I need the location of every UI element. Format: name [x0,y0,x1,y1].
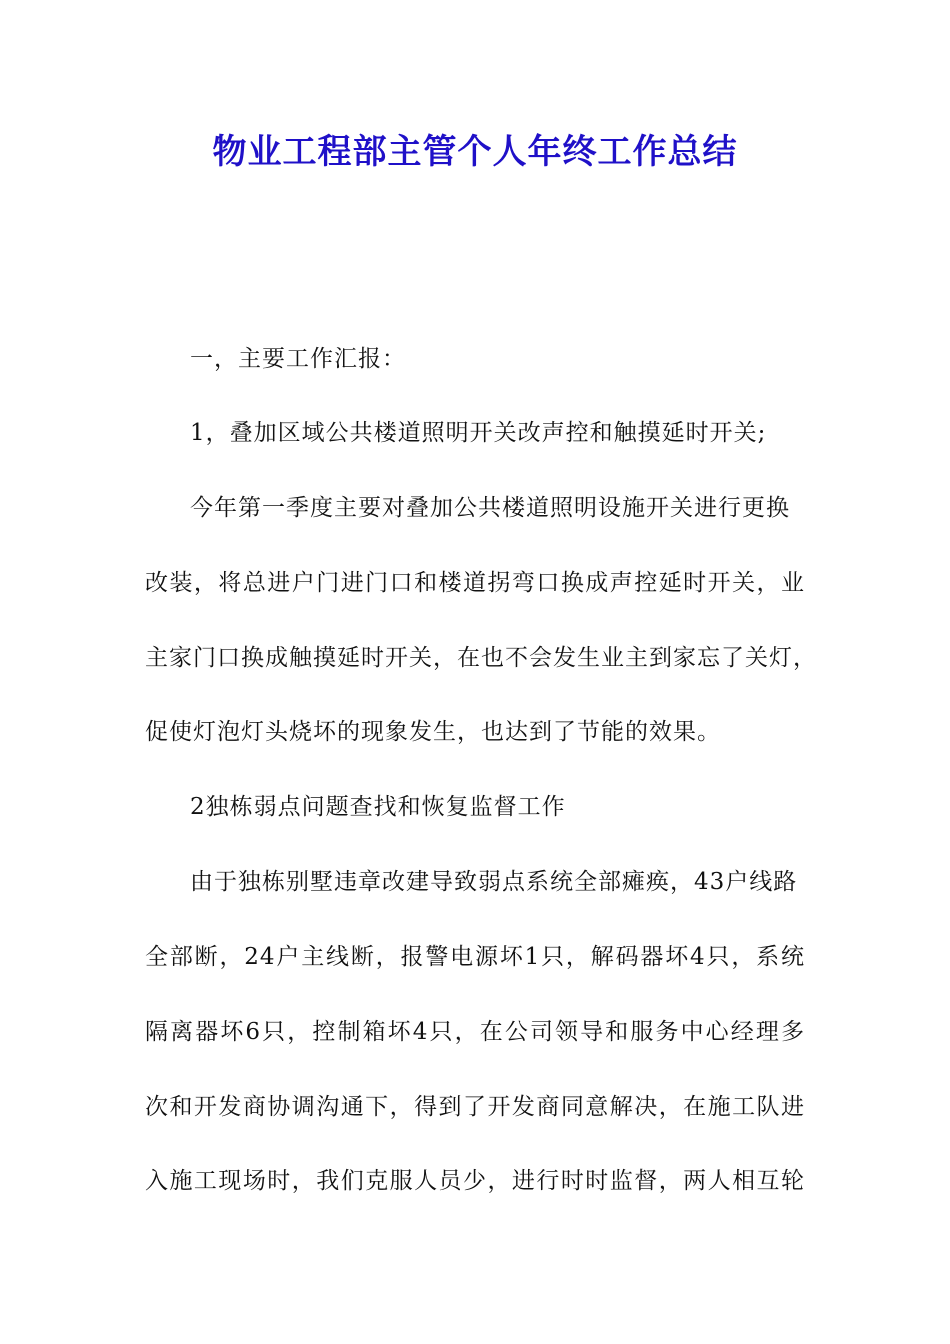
paragraph-1-line-4: 促使灯泡灯头烧坏的现象发生，也达到了节能的效果。 [145,719,721,745]
section-heading: 一，主要工作汇报： [190,346,406,372]
item-1-heading: 1，叠加区域公共楼道照明开关改声控和触摸延时开关; [190,420,767,446]
paragraph-2-line-2: 全部断，24户主线断，报警电源坏1只，解码器坏4只，系统 [145,944,805,970]
paragraph-1-line-1: 今年第一季度主要对叠加公共楼道照明设施开关进行更换 [190,495,790,521]
paragraph-2-line-5: 入施工现场时，我们克服人员少，进行时时监督，两人相互轮 [145,1168,805,1194]
paragraph-2-line-4: 次和开发商协调沟通下，得到了开发商同意解决，在施工队进 [145,1094,805,1120]
paragraph-2-line-3: 隔离器坏6只，控制箱坏4只，在公司领导和服务中心经理多 [145,1019,805,1045]
paragraph-1-line-2: 改装，将总进户门进门口和楼道拐弯口换成声控延时开关，业 [145,570,805,596]
paragraph-2-line-1: 由于独栋别墅违章改建导致弱点系统全部瘫痪，43户线路 [190,869,798,895]
paragraph-1-line-3: 主家门口换成触摸延时开关，在也不会发生业主到家忘了关灯， [145,645,817,671]
item-2-heading: 2独栋弱点问题查找和恢复监督工作 [190,794,566,820]
document-title: 物业工程部主管个人年终工作总结 [212,132,738,172]
